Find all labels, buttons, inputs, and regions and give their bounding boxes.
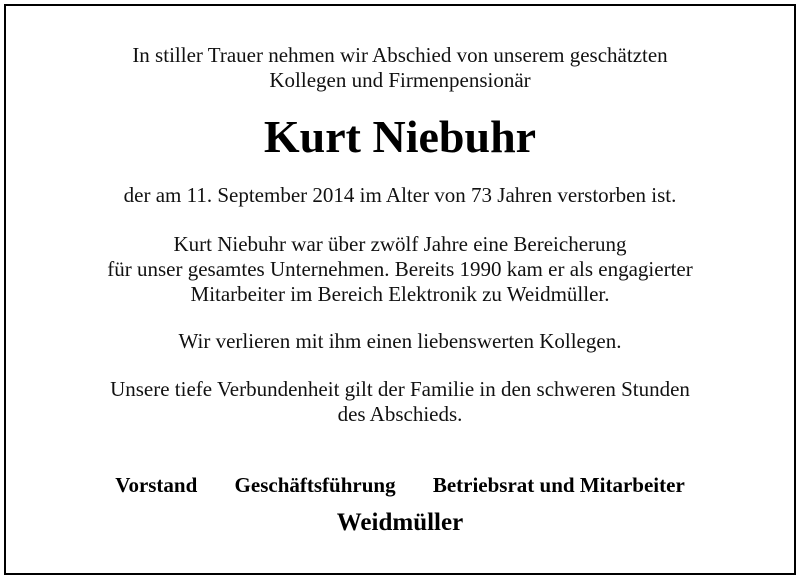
tribute-line-2: für unser gesamtes Unternehmen. Bereits 1990 kam er als engagierter bbox=[107, 257, 693, 281]
signatories bbox=[0, 473, 800, 498]
intro-line-1: In stiller Trauer nehmen wir Abschied von unserem geschätzten bbox=[132, 43, 668, 67]
tribute-line-3: Mitarbeiter im Bereich Elektronik zu Weidmüller. bbox=[190, 282, 610, 306]
company-name: Weidmüller bbox=[336, 509, 464, 536]
signatory-management: Geschäftsführung bbox=[234, 473, 396, 497]
intro-line-2: Kollegen und Firmenpensionär bbox=[269, 68, 531, 92]
signatory-board: Vorstand bbox=[115, 473, 198, 497]
tribute-line-1: Kurt Niebuhr war über zwölf Jahre eine Bereicherung bbox=[173, 232, 627, 256]
deceased-name: Kurt Niebuhr bbox=[263, 111, 537, 162]
condolence-line-1: Unsere tiefe Verbundenheit gilt der Familie in den schweren Stunden bbox=[110, 377, 690, 401]
condolence-line-2: des Abschieds. bbox=[337, 402, 463, 426]
signatory-works-council: Betriebsrat und Mitarbeiter bbox=[432, 473, 685, 497]
death-notice: der am 11. September 2014 im Alter von 73 Jahren verstorben ist. bbox=[123, 183, 677, 207]
loss-statement: Wir verlieren mit ihm einen liebenswerten Kollegen. bbox=[178, 329, 622, 353]
